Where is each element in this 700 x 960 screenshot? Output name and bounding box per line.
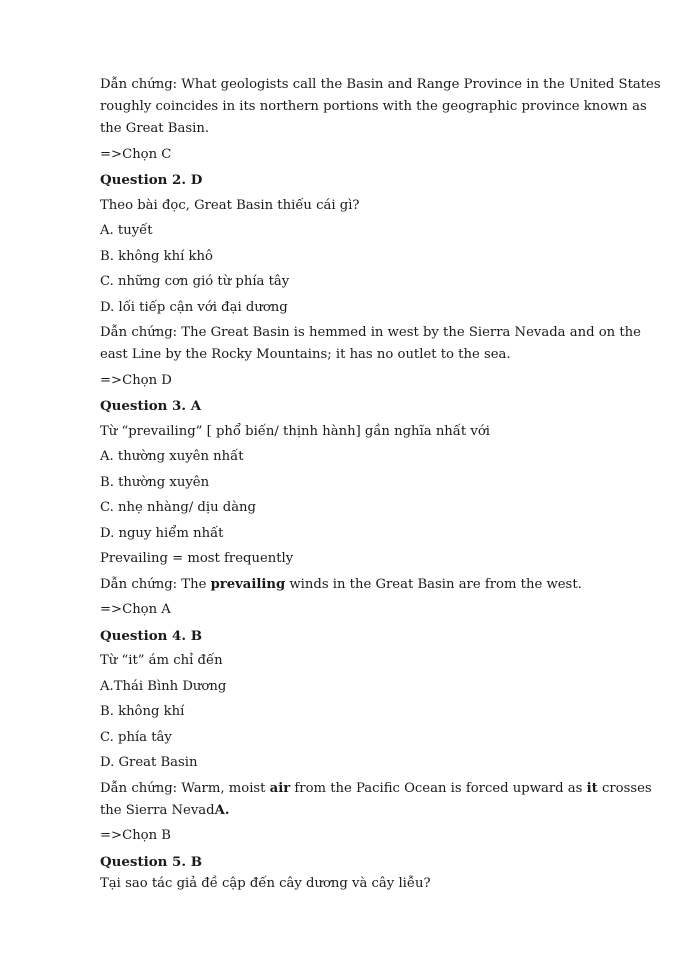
- answer-line: =>Chọn A: [100, 602, 171, 617]
- evidence-text: the Sierra Nevad: [100, 802, 215, 818]
- question-prompt: Từ “prevailing” [ phổ biến/ thịnh hành] gần nghĩa nhất với: [100, 423, 490, 439]
- evidence-keyword: prevailing: [210, 576, 286, 592]
- evidence-text: Dẫn chứng: The: [100, 576, 211, 592]
- evidence-line: Dẫn chứng: What geologists call the Basin and Range Province in the United States: [100, 77, 661, 92]
- evidence-text: Dẫn chứng: Warm, moist: [100, 780, 270, 796]
- evidence-paragraph: [100, 74, 661, 140]
- evidence-line: the Great Basin.: [100, 121, 210, 136]
- question-heading: Question 4. B: [100, 627, 203, 644]
- evidence-line: roughly coincides in its northern portions with the geographic province known as: [100, 99, 647, 114]
- evidence-text: crosses: [597, 780, 652, 796]
- answer-option: A. tuyết: [100, 223, 153, 238]
- answer-line: =>Chọn D: [100, 372, 172, 388]
- answer-option: A.Thái Bình Dương: [100, 678, 227, 694]
- evidence-paragraph: [100, 322, 641, 366]
- question-prompt: Tại sao tác giả đề cập đến cây dương và cây liễu?: [100, 875, 431, 891]
- evidence-keyword: air: [269, 780, 291, 796]
- question-heading: Question 3. A: [100, 398, 202, 414]
- evidence-line: [100, 800, 620, 822]
- answer-option: C. phía tây: [100, 729, 172, 745]
- evidence-line: [100, 778, 652, 800]
- evidence-keyword: it: [586, 780, 598, 796]
- answer-option: B. không khí: [100, 704, 185, 719]
- answer-option: C. nhẹ nhàng/ dịu dàng: [100, 500, 256, 515]
- evidence-paragraph: [100, 574, 620, 596]
- evidence-line: Dẫn chứng: The Great Basin is hemmed in west by the Sierra Nevada and on the: [100, 325, 641, 340]
- evidence-keyword: A.: [214, 802, 230, 818]
- answer-line: =>Chọn C: [100, 146, 172, 162]
- answer-option: D. Great Basin: [100, 755, 198, 770]
- answer-option: C. những cơn gió từ phía tây: [100, 274, 290, 289]
- answer-option: D. nguy hiểm nhất: [100, 525, 224, 541]
- answer-line: =>Chọn B: [100, 828, 171, 843]
- document-body: [100, 74, 661, 895]
- question-heading: Question 5. B: [100, 853, 203, 870]
- answer-option: A. thường xuyên nhất: [100, 449, 244, 464]
- definition-line: Prevailing = most frequently: [100, 551, 294, 566]
- question-heading: Question 2. D: [100, 172, 203, 188]
- answer-option: B. thường xuyên: [100, 474, 210, 490]
- question-prompt: Từ “it” ám chỉ đến: [100, 653, 223, 668]
- evidence-paragraph: [100, 778, 652, 822]
- evidence-line: east Line by the Rocky Mountains; it has no outlet to the sea.: [100, 347, 511, 362]
- evidence-text: from the Pacific Ocean is forced upward as: [290, 780, 587, 796]
- question-prompt: Theo bài đọc, Great Basin thiếu cái gì?: [100, 197, 360, 213]
- evidence-text: winds in the Great Basin are from the west.: [285, 576, 582, 592]
- answer-option: D. lối tiếp cận với đại dương: [100, 299, 288, 315]
- answer-option: B. không khí khô: [100, 248, 213, 264]
